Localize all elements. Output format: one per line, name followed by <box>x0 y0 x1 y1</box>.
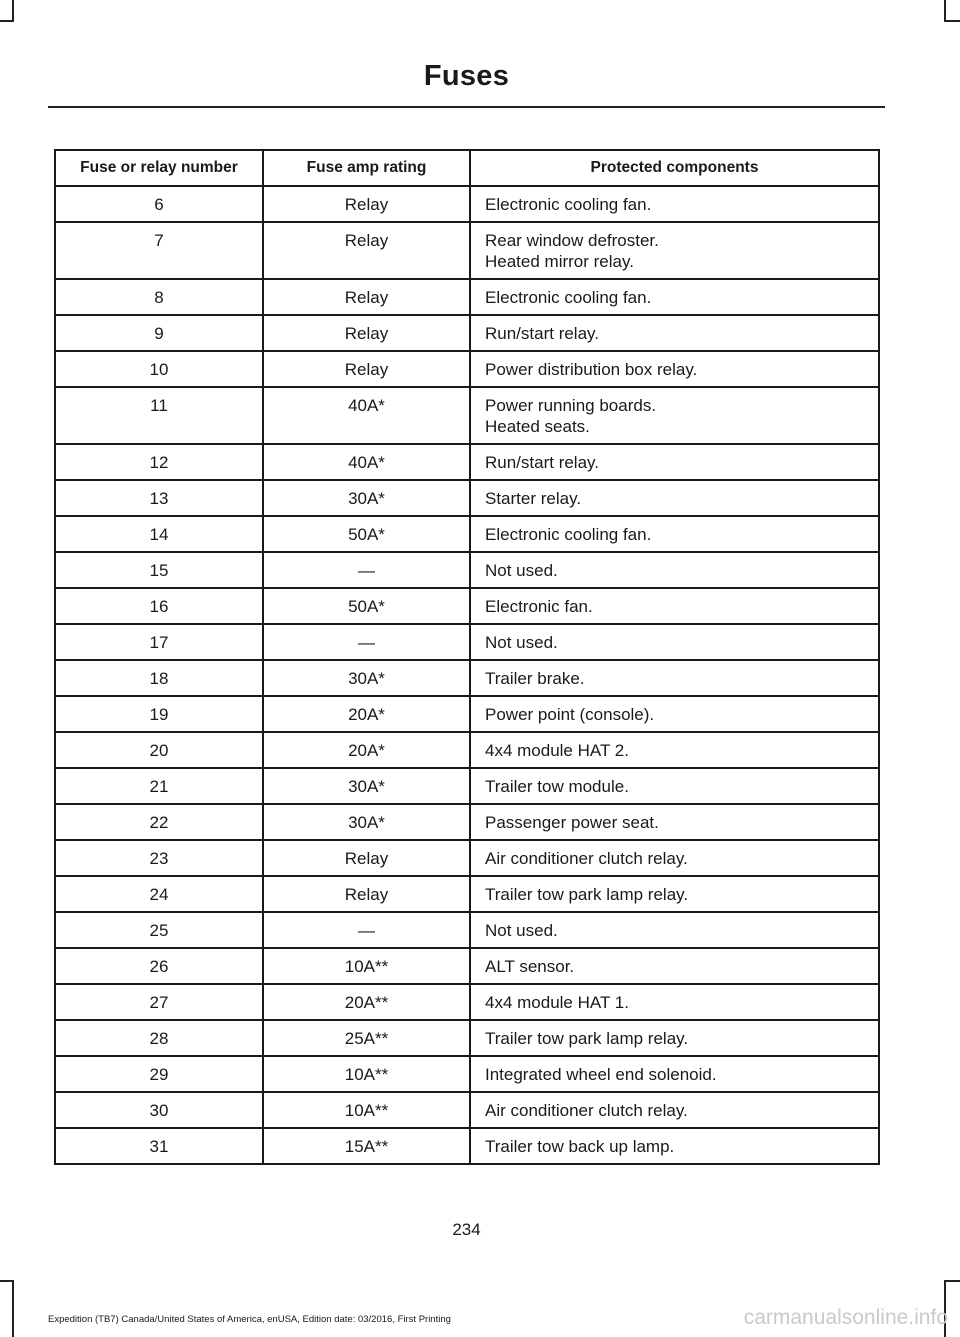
crop-mark-top-left-h <box>0 20 14 22</box>
amp-rating-cell: — <box>263 624 470 660</box>
fuse-number-cell: 8 <box>55 279 263 315</box>
component-line: Run/start relay. <box>485 453 600 472</box>
amp-rating-cell: Relay <box>263 222 470 279</box>
table-row <box>55 732 879 768</box>
table-row <box>55 1128 879 1164</box>
amp-rating-cell: Relay <box>263 876 470 912</box>
table-row <box>55 351 879 387</box>
protected-components-cell <box>470 660 879 696</box>
table-row <box>55 186 879 222</box>
protected-components-cell <box>470 1056 879 1092</box>
protected-components-cell <box>470 948 879 984</box>
amp-rating-cell: 10A** <box>263 1056 470 1092</box>
table-row <box>55 948 879 984</box>
header-rule <box>48 106 885 108</box>
table-row <box>55 1056 879 1092</box>
fuse-number-cell: 28 <box>55 1020 263 1056</box>
page-title: Fuses <box>423 60 510 92</box>
component-line: Trailer tow back up lamp. <box>485 1137 675 1156</box>
fuse-number-cell: 25 <box>55 912 263 948</box>
fuse-number-cell: 11 <box>55 387 263 444</box>
protected-components-cell <box>470 186 879 222</box>
fuse-number-cell: 15 <box>55 552 263 588</box>
fuse-number-cell: 17 <box>55 624 263 660</box>
component-line: Electronic fan. <box>485 597 593 616</box>
fuse-number-cell: 27 <box>55 984 263 1020</box>
protected-components-cell <box>470 588 879 624</box>
amp-rating-cell: 30A* <box>263 480 470 516</box>
amp-rating-cell: — <box>263 912 470 948</box>
component-line: Trailer tow park lamp relay. <box>485 885 689 904</box>
fuse-number-cell: 12 <box>55 444 263 480</box>
table-row <box>55 984 879 1020</box>
protected-components-cell <box>470 552 879 588</box>
table-row <box>55 624 879 660</box>
fuse-number-cell: 30 <box>55 1092 263 1128</box>
component-line: Not used. <box>485 921 558 940</box>
table-row <box>55 1092 879 1128</box>
fuse-number-cell: 26 <box>55 948 263 984</box>
component-line: Run/start relay. <box>485 324 600 343</box>
table-row <box>55 315 879 351</box>
protected-components-cell <box>470 912 879 948</box>
table-row <box>55 876 879 912</box>
fuse-table <box>54 149 880 1165</box>
amp-rating-cell: — <box>263 552 470 588</box>
fuse-number-cell: 10 <box>55 351 263 387</box>
protected-components-cell <box>470 696 879 732</box>
protected-components-cell <box>470 444 879 480</box>
fuse-number-cell: 13 <box>55 480 263 516</box>
component-line: ALT sensor. <box>485 957 575 976</box>
amp-rating-cell: 20A* <box>263 732 470 768</box>
table-row <box>55 552 879 588</box>
watermark: carmanualsonline.info <box>743 1306 948 1329</box>
protected-components-cell <box>470 840 879 876</box>
crop-mark-bottom-left-v <box>12 1282 14 1337</box>
component-line: Power running boards. <box>485 396 657 415</box>
amp-rating-cell: Relay <box>263 186 470 222</box>
fuse-number-cell: 19 <box>55 696 263 732</box>
protected-components-cell <box>470 516 879 552</box>
protected-components-cell <box>470 876 879 912</box>
component-line: Trailer tow park lamp relay. <box>485 1029 689 1048</box>
amp-rating-cell: 10A** <box>263 948 470 984</box>
fuse-number-cell: 29 <box>55 1056 263 1092</box>
crop-mark-top-right-v <box>944 0 946 20</box>
table-row <box>55 768 879 804</box>
protected-components-cell <box>470 1020 879 1056</box>
amp-rating-cell: 50A* <box>263 516 470 552</box>
component-line: Trailer tow module. <box>485 777 629 796</box>
fuse-number-cell: 7 <box>55 222 263 279</box>
table-row <box>55 804 879 840</box>
amp-rating-cell: 15A** <box>263 1128 470 1164</box>
crop-mark-top-left-v <box>12 0 14 20</box>
table-row <box>55 279 879 315</box>
amp-rating-cell: 30A* <box>263 804 470 840</box>
component-line: Integrated wheel end solenoid. <box>485 1065 717 1084</box>
amp-rating-cell: Relay <box>263 315 470 351</box>
amp-rating-cell: 20A* <box>263 696 470 732</box>
fuse-number-cell: 9 <box>55 315 263 351</box>
component-line: Power distribution box relay. <box>485 360 698 379</box>
protected-components-cell <box>470 387 879 444</box>
protected-components-cell <box>470 315 879 351</box>
fuse-number-cell: 14 <box>55 516 263 552</box>
fuse-number-cell: 18 <box>55 660 263 696</box>
component-line: Air conditioner clutch relay. <box>485 849 688 868</box>
component-line: Heated mirror relay. <box>485 252 634 271</box>
component-line: Heated seats. <box>485 417 590 436</box>
amp-rating-cell: 20A** <box>263 984 470 1020</box>
table-row <box>55 1020 879 1056</box>
protected-components-cell <box>470 1128 879 1164</box>
table-row <box>55 912 879 948</box>
crop-mark-bottom-right-h <box>944 1280 960 1282</box>
fuse-number-cell: 20 <box>55 732 263 768</box>
fuse-number-cell: 21 <box>55 768 263 804</box>
fuse-number-cell: 16 <box>55 588 263 624</box>
protected-components-cell <box>470 768 879 804</box>
amp-rating-cell: 25A** <box>263 1020 470 1056</box>
fuse-number-cell: 31 <box>55 1128 263 1164</box>
amp-rating-cell: Relay <box>263 351 470 387</box>
protected-components-cell <box>470 1092 879 1128</box>
table-row <box>55 387 879 444</box>
fuse-number-cell: 6 <box>55 186 263 222</box>
component-line: Electronic cooling fan. <box>485 195 652 214</box>
fuse-number-cell: 24 <box>55 876 263 912</box>
table-row <box>55 588 879 624</box>
crop-mark-bottom-left-h <box>0 1280 14 1282</box>
component-line: Electronic cooling fan. <box>485 525 652 544</box>
column-header-components: Protected components <box>470 150 879 186</box>
component-line: 4x4 module HAT 1. <box>485 993 629 1012</box>
table-row <box>55 696 879 732</box>
amp-rating-cell: 10A** <box>263 1092 470 1128</box>
page-number: 234 <box>452 1220 481 1239</box>
table-row <box>55 840 879 876</box>
amp-rating-cell: 40A* <box>263 444 470 480</box>
protected-components-cell <box>470 732 879 768</box>
component-line: Rear window defroster. <box>485 231 659 250</box>
column-header-number: Fuse or relay number <box>55 150 263 186</box>
amp-rating-cell: 50A* <box>263 588 470 624</box>
protected-components-cell <box>470 351 879 387</box>
fuse-number-cell: 22 <box>55 804 263 840</box>
component-line: Electronic cooling fan. <box>485 288 652 307</box>
protected-components-cell <box>470 624 879 660</box>
component-line: Not used. <box>485 561 558 580</box>
component-line: Starter relay. <box>485 489 582 508</box>
component-line: Trailer brake. <box>485 669 585 688</box>
table-row <box>55 480 879 516</box>
column-header-rating: Fuse amp rating <box>263 150 470 186</box>
crop-mark-top-right-h <box>944 20 960 22</box>
protected-components-cell <box>470 984 879 1020</box>
amp-rating-cell: 30A* <box>263 660 470 696</box>
amp-rating-cell: Relay <box>263 840 470 876</box>
component-line: Power point (console). <box>485 705 655 724</box>
component-line: Air conditioner clutch relay. <box>485 1101 688 1120</box>
protected-components-cell <box>470 804 879 840</box>
fuse-number-cell: 23 <box>55 840 263 876</box>
table-row <box>55 660 879 696</box>
amp-rating-cell: Relay <box>263 279 470 315</box>
protected-components-cell <box>470 279 879 315</box>
table-header-row <box>55 150 879 186</box>
table-row <box>55 516 879 552</box>
footer-text: Expedition (TB7) Canada/United States of America, enUSA, Edition date: 03/2016, First Printing <box>48 1314 451 1325</box>
component-line: Passenger power seat. <box>485 813 659 832</box>
component-line: 4x4 module HAT 2. <box>485 741 629 760</box>
amp-rating-cell: 30A* <box>263 768 470 804</box>
table-row <box>55 222 879 279</box>
protected-components-cell <box>470 222 879 279</box>
protected-components-cell <box>470 480 879 516</box>
table-row <box>55 444 879 480</box>
amp-rating-cell: 40A* <box>263 387 470 444</box>
component-line: Not used. <box>485 633 558 652</box>
